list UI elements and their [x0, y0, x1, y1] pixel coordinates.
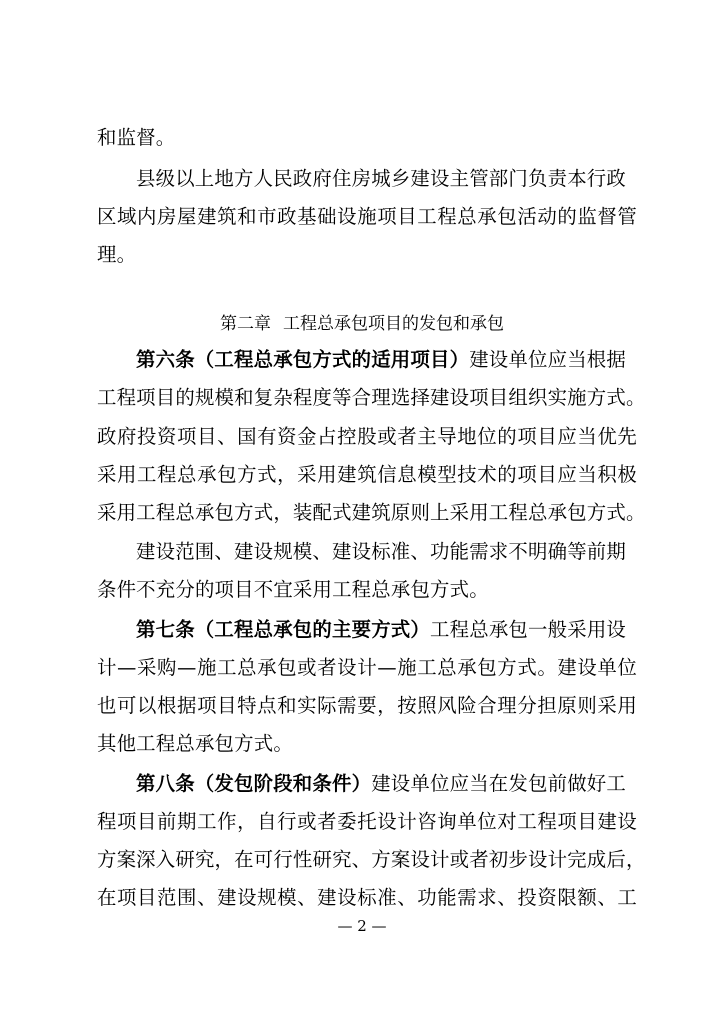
- chapter-heading: [0, 312, 724, 336]
- article-line: [136, 616, 626, 644]
- article-7-heading: 第七条（工程总承包的主要方式）: [136, 618, 431, 641]
- paragraph-line: 其他工程总承包方式。: [97, 732, 293, 755]
- paragraph-line: 区域内房屋建筑和市政基础设施项目工程总承包活动的监督管: [97, 205, 637, 228]
- paragraph-line: 计—采购—施工总承包或者设计—施工总承包方式。建设单位: [97, 656, 637, 679]
- article-8-lead: 建设单位应当在发包前做好工: [371, 772, 626, 795]
- article-8-heading: 第八条（发包阶段和条件）: [136, 772, 372, 795]
- paragraph-line: 采用工程总承包方式，装配式建筑原则上采用工程总承包方式。: [97, 501, 646, 524]
- paragraph-line: 方案深入研究，在可行性研究、方案设计或者初步设计完成后，: [97, 848, 646, 871]
- paragraph-line: 政府投资项目、国有资金占控股或者主导地位的项目应当优先: [97, 425, 637, 448]
- paragraph-line: 理。: [97, 243, 137, 266]
- paragraph-line: 县级以上地方人民政府住房城乡建设主管部门负责本行政: [136, 167, 626, 190]
- paragraph-line: 采用工程总承包方式，采用建筑信息模型技术的项目应当积极: [97, 463, 637, 486]
- page-number: — 2 —: [337, 917, 387, 935]
- chapter-title: 工程总承包项目的发包和承包: [283, 314, 504, 334]
- paragraph-line: 也可以根据项目特点和实际需要，按照风险合理分担原则采用: [97, 694, 637, 717]
- article-line: [136, 346, 626, 374]
- paragraph-line: 程项目前期工作，自行或者委托设计咨询单位对工程项目建设: [97, 810, 637, 833]
- chapter-number: 第二章: [220, 314, 271, 334]
- article-6-heading: 第六条（工程总承包方式的适用项目）: [136, 348, 470, 371]
- paragraph-line: 建设范围、建设规模、建设标准、功能需求不明确等前期: [136, 540, 626, 563]
- paragraph-line: 条件不充分的项目不宜采用工程总承包方式。: [97, 578, 489, 601]
- paragraph-line: 和监督。: [97, 126, 176, 149]
- article-line: [136, 770, 626, 798]
- article-6-lead: 建设单位应当根据: [469, 348, 626, 371]
- paragraph-line: 工程项目的规模和复杂程度等合理选择建设项目组织实施方式。: [97, 386, 646, 409]
- article-7-lead: 工程总承包一般采用设: [430, 618, 627, 641]
- paragraph-line: 在项目范围、建设规模、建设标准、功能需求、投资限额、工: [97, 886, 637, 909]
